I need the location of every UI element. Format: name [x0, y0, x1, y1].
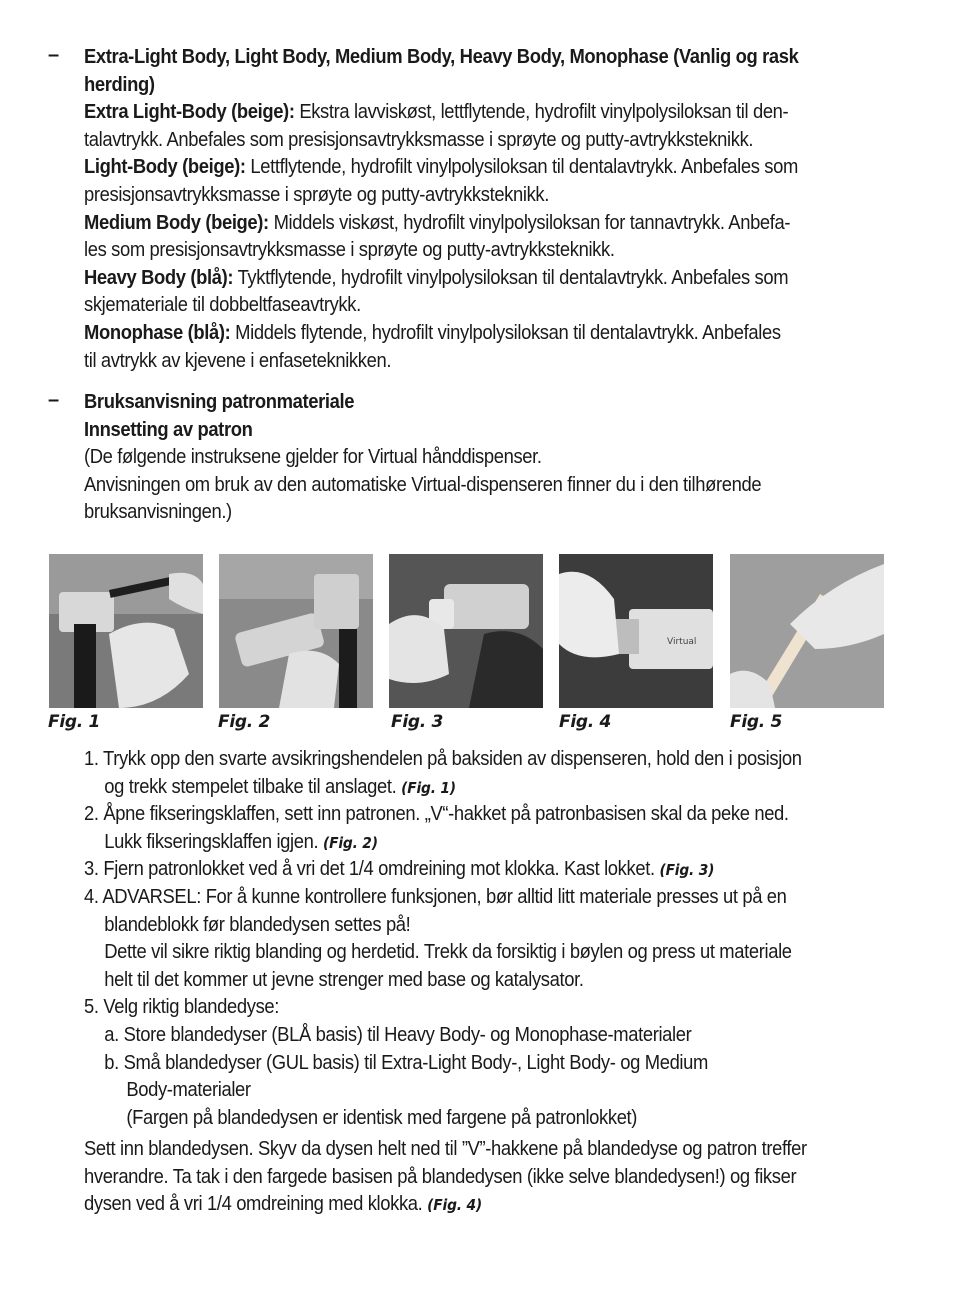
- step-3: [84, 856, 802, 884]
- intro-text: bruksanvisningen.): [84, 501, 232, 524]
- step-4-cont: helt til det kommer ut jevne strenger med base og katalysator.: [104, 968, 584, 991]
- figure-reference: (Fig. 2): [322, 833, 378, 852]
- extra-light-body-description: [84, 99, 798, 127]
- step-4: 4. ADVARSEL: For å kunne kontrollere funksjonen, bør alltid litt materiale presses ut på en: [84, 885, 787, 908]
- step-2: 2. Åpne fikseringsklaffen, sett inn patronen. „V“-hakket på patronbasisen skal da peke ned.: [84, 803, 789, 826]
- term: Light-Body (beige):: [84, 156, 246, 179]
- paragraph-line: Sett inn blandedysen. Skyv da dysen helt ned til ”V”-hakkene på blandedyse og patron treffer: [84, 1138, 807, 1160]
- light-body-description: [84, 154, 798, 182]
- definition-cont: til avtrykk av kjevene i enfaseteknikken.: [84, 349, 392, 372]
- fig-4-photo: [559, 554, 713, 708]
- fig-1-caption: Fig. 1: [48, 712, 101, 732]
- closing-paragraph: [84, 1136, 807, 1219]
- term: Monophase (blå):: [84, 321, 231, 344]
- product-description-section: [84, 44, 798, 375]
- step-text: dysen ved å vri 1/4 omdreining med klokka.: [84, 1193, 428, 1216]
- figure-row: [0, 554, 954, 714]
- term: Medium Body (beige):: [84, 211, 269, 234]
- cartridge-instructions-section: [84, 389, 761, 527]
- fig-5-photo: [730, 554, 884, 708]
- section-subheading: Innsetting av patron: [84, 418, 253, 441]
- step-text: 3. Fjern patronlokket ved å vri det 1/4 omdreining mot klokka. Kast lokket.: [84, 858, 660, 881]
- step-2-cont: [84, 829, 802, 857]
- monophase-description: [84, 320, 798, 348]
- step-text: og trekk stempelet tilbake til anslaget.: [104, 775, 402, 798]
- section-heading: Bruksanvisning patronmateriale: [84, 391, 355, 413]
- heavy-body-description: [84, 265, 798, 293]
- step-1-cont: [84, 774, 802, 802]
- medium-body-description: [84, 210, 798, 238]
- figure-reference: (Fig. 1): [401, 778, 456, 797]
- section-heading: Extra-Light Body, Light Body, Medium Body, Heavy Body, Monophase (Vanlig og rask: [84, 46, 799, 68]
- definition: Middels flytende, hydrofilt vinylpolysiloksan til dentalavtrykk. Anbefales: [230, 321, 781, 344]
- step-5: 5. Velg riktig blandedyse:: [84, 996, 280, 1019]
- fig-1-photo: [49, 554, 203, 708]
- step-4-cont: blandeblokk før blandedysen settes på!: [104, 913, 411, 936]
- intro-text: Anvisningen om bruk av den automatiske Virtual-dispenseren finner du i den tilhørende: [84, 473, 762, 496]
- fig-3-caption: Fig. 3: [391, 712, 444, 732]
- step-5a: a. Store blandedyser (BLÅ basis) til Heavy Body- og Monophase-materialer: [104, 1023, 692, 1046]
- definition: Ekstra lavviskøst, lettflytende, hydrofilt vinylpolysiloksan til den-: [294, 101, 789, 124]
- fig-2-caption: Fig. 2: [218, 712, 271, 732]
- fig-3-photo: [389, 554, 543, 708]
- step-5b: b. Små blandedyser (GUL basis) til Extra-Light Body-, Light Body- og Medium: [104, 1051, 708, 1074]
- step-1: 1. Trykk opp den svarte avsikringshendelen på baksiden av dispenseren, hold den i posisjon: [84, 748, 802, 770]
- bullet-dash: –: [48, 44, 60, 66]
- definition-cont: presisjonsavtrykksmasse i sprøyte og putty-avtrykksteknikk.: [84, 183, 550, 206]
- step-5b-cont: Body-materialer: [126, 1079, 251, 1102]
- bullet-dash: –: [48, 389, 60, 411]
- paragraph-line: [84, 1191, 807, 1219]
- definition: Lettflytende, hydrofilt vinylpolysiloksan til dentalavtrykk. Anbefales som: [245, 156, 798, 179]
- definition-cont: talavtrykk. Anbefales som presisjonsavtrykksmasse i sprøyte og putty-avtrykksteknikk.: [84, 128, 754, 151]
- instruction-steps: [84, 746, 802, 1132]
- step-5b-note: (Fargen på blandedysen er identisk med fargene på patronlokket): [126, 1106, 638, 1129]
- intro-text: (De følgende instruksene gjelder for Virtual hånddispenser.: [84, 446, 542, 469]
- definition-cont: skjemateriale til dobbeltfaseavtrykk.: [84, 294, 361, 317]
- paragraph-line: hverandre. Ta tak i den fargede basisen på blandedysen (ikke selve blandedysen!) og fikser: [84, 1165, 797, 1188]
- term: Heavy Body (blå):: [84, 266, 234, 289]
- definition-cont: les som presisjonsavtrykksmasse i sprøyte og putty-avtrykksteknikk.: [84, 239, 615, 262]
- definition: Middels viskøst, hydrofilt vinylpolysiloksan for tannavtrykk. Anbefa-: [268, 211, 791, 234]
- term: Extra Light-Body (beige):: [84, 101, 295, 124]
- figure-reference: (Fig. 3): [659, 861, 715, 880]
- figure-reference: (Fig. 4): [427, 1196, 483, 1215]
- fig-4-caption: Fig. 4: [559, 712, 612, 732]
- step-text: Lukk fikseringsklaffen igjen.: [104, 830, 323, 853]
- section-heading-cont: herding): [84, 73, 155, 96]
- svg-text:Virtual: Virtual: [667, 637, 697, 647]
- step-4-cont: Dette vil sikre riktig blanding og herdetid. Trekk da forsiktig i bøylen og press ut materiale: [104, 941, 792, 964]
- fig-2-photo: [219, 554, 373, 708]
- fig-5-caption: Fig. 5: [730, 712, 783, 732]
- definition: Tyktflytende, hydrofilt vinylpolysiloksan til dentalavtrykk. Anbefales som: [233, 266, 789, 289]
